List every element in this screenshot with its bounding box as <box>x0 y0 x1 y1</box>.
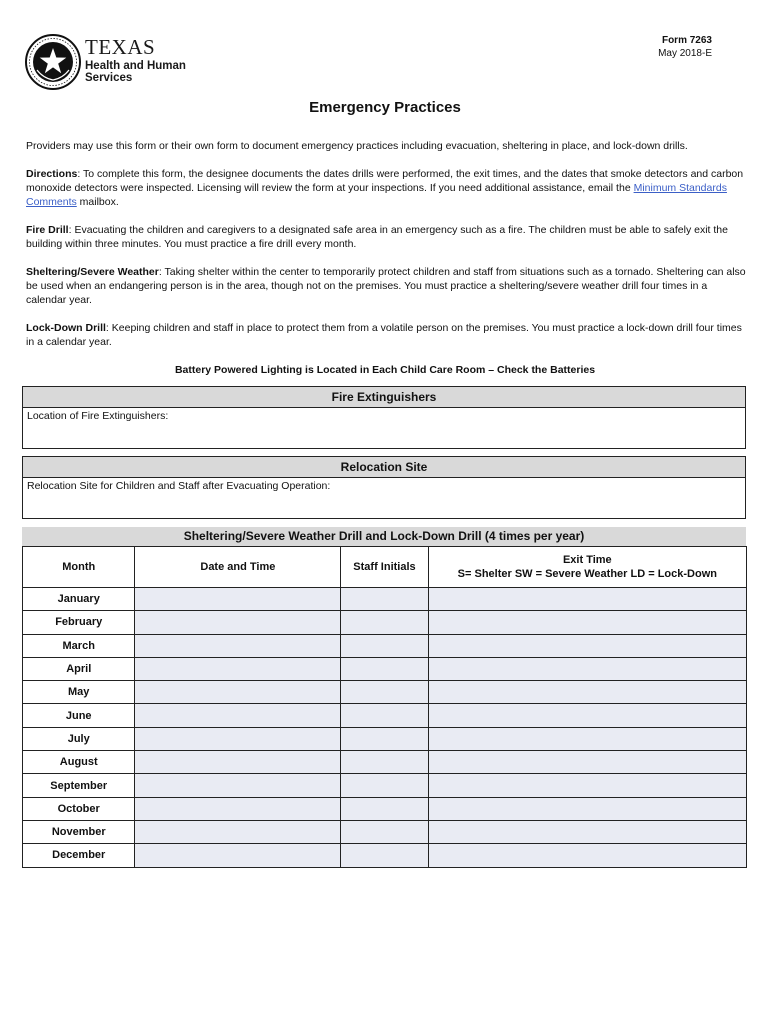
staff-initials-input[interactable] <box>341 588 428 611</box>
fire-extinguishers-field-label: Location of Fire Extinguishers: <box>27 410 169 422</box>
lockdown-label: Lock-Down Drill <box>26 322 106 334</box>
date-time-input[interactable] <box>135 588 341 611</box>
staff-initials-input[interactable] <box>341 704 428 727</box>
month-cell: July <box>23 727 135 750</box>
form-identifier <box>658 34 712 60</box>
form-number: Form 7263 <box>661 35 712 46</box>
date-time-input[interactable] <box>135 681 341 704</box>
table-row <box>23 820 747 843</box>
date-time-input[interactable] <box>135 657 341 680</box>
directions-text: : To complete this form, the designee documents the dates drills were performed, the exit times, and the dates that smoke detectors and carbon monoxide detectors were inspected. Licensing will review the form at your inspections. If you need additional assistance, email the <box>26 168 744 194</box>
table-row <box>23 844 747 867</box>
relocation-heading: Relocation Site <box>23 457 745 478</box>
relocation-section <box>22 456 746 519</box>
instructions <box>26 139 746 363</box>
fire-drill-paragraph <box>26 223 746 251</box>
staff-initials-input[interactable] <box>341 657 428 680</box>
date-time-input[interactable] <box>135 727 341 750</box>
exit-time-column-header <box>428 547 746 588</box>
exit-time-input[interactable] <box>428 704 746 727</box>
staff-initials-input[interactable] <box>341 681 428 704</box>
staff-initials-input[interactable] <box>341 634 428 657</box>
date-time-input[interactable] <box>135 704 341 727</box>
exit-time-input[interactable] <box>428 751 746 774</box>
staff-initials-input[interactable] <box>341 611 428 634</box>
month-column-header: Month <box>23 547 135 588</box>
page-title: Emergency Practices <box>309 99 461 116</box>
staff-initials-input[interactable] <box>341 797 428 820</box>
drill-log-table <box>22 546 747 868</box>
battery-note: Battery Powered Lighting is Located in Each Child Care Room – Check the Batteries <box>174 364 596 376</box>
table-row <box>23 797 747 820</box>
exit-time-input[interactable] <box>428 634 746 657</box>
fire-extinguishers-section <box>22 386 746 449</box>
date-time-input[interactable] <box>135 844 341 867</box>
form-version: May 2018-E <box>658 48 712 59</box>
sheltering-label: Sheltering/Severe Weather <box>26 266 159 278</box>
month-cell: August <box>23 751 135 774</box>
exit-time-input[interactable] <box>428 727 746 750</box>
date-time-input[interactable] <box>135 751 341 774</box>
minimum-standards-link[interactable]: Minimum Standards Comments <box>26 182 727 208</box>
staff-initials-input[interactable] <box>341 727 428 750</box>
relocation-site-field[interactable] <box>23 478 745 520</box>
intro-paragraph: Providers may use this form or their own form to document emergency practices including evacuation, sheltering in place, and lock-down drills. <box>26 140 688 152</box>
exit-time-input[interactable] <box>428 820 746 843</box>
page-header <box>0 0 770 100</box>
drill-table-heading: Sheltering/Severe Weather Drill and Lock-Down Drill (4 times per year) <box>22 527 746 546</box>
month-cell: September <box>23 774 135 797</box>
month-cell: June <box>23 704 135 727</box>
date-time-input[interactable] <box>135 611 341 634</box>
table-row <box>23 751 747 774</box>
month-cell: March <box>23 634 135 657</box>
table-row <box>23 681 747 704</box>
month-cell: December <box>23 844 135 867</box>
sheltering-text: : Taking shelter within the center to temporarily protect children and staff from situations such as a tornado. Sheltering can also be used when an endangering person is in the area, though not on the premises. You must practice a sheltering/severe weather drill four times in a calendar year. <box>26 266 746 306</box>
staff-initials-input[interactable] <box>341 844 428 867</box>
exit-time-input[interactable] <box>428 774 746 797</box>
directions-paragraph <box>26 167 746 209</box>
org-subtitle-line2: Services <box>85 72 133 84</box>
month-cell: November <box>23 820 135 843</box>
staff-initials-input[interactable] <box>341 751 428 774</box>
fire-extinguishers-location-field[interactable] <box>23 408 745 450</box>
exit-time-input[interactable] <box>428 611 746 634</box>
month-cell: October <box>23 797 135 820</box>
org-name: TEXAS <box>85 35 156 59</box>
month-cell: January <box>23 588 135 611</box>
texas-seal-icon <box>25 34 81 90</box>
table-row <box>23 657 747 680</box>
table-row <box>23 727 747 750</box>
date-time-input[interactable] <box>135 820 341 843</box>
table-row <box>23 634 747 657</box>
fire-extinguishers-heading: Fire Extinguishers <box>23 387 745 408</box>
table-row <box>23 588 747 611</box>
date-time-input[interactable] <box>135 774 341 797</box>
month-cell: April <box>23 657 135 680</box>
table-row <box>23 611 747 634</box>
exit-time-legend: S= Shelter SW = Severe Weather LD = Lock-Down <box>457 568 717 580</box>
staff-initials-input[interactable] <box>341 774 428 797</box>
directions-label: Directions <box>26 168 78 180</box>
exit-time-label: Exit Time <box>562 554 612 566</box>
fire-drill-text: : Evacuating the children and caregivers to a designated safe area in an emergency such as a fire. The children must be able to safely exit the building within three minutes. You must practice a fire drill every month. <box>26 224 728 250</box>
date-time-input[interactable] <box>135 634 341 657</box>
table-row <box>23 704 747 727</box>
staff-initials-column-header: Staff Initials <box>341 547 428 588</box>
hhs-logo <box>25 34 186 90</box>
month-cell: February <box>23 611 135 634</box>
staff-initials-input[interactable] <box>341 820 428 843</box>
exit-time-input[interactable] <box>428 844 746 867</box>
fire-drill-label: Fire Drill <box>26 224 69 236</box>
table-header-row <box>23 547 747 588</box>
table-row <box>23 774 747 797</box>
lockdown-text: : Keeping children and staff in place to protect them from a volatile person on the premises. You must practice a lock-down drill four times in a calendar year. <box>26 322 742 348</box>
directions-text-after: mailbox. <box>76 196 119 208</box>
exit-time-input[interactable] <box>428 657 746 680</box>
exit-time-input[interactable] <box>428 797 746 820</box>
date-time-input[interactable] <box>135 797 341 820</box>
sheltering-paragraph <box>26 265 746 307</box>
org-subtitle-line1: Health and Human <box>85 60 186 72</box>
lockdown-paragraph <box>26 321 746 349</box>
exit-time-input[interactable] <box>428 681 746 704</box>
month-cell: May <box>23 681 135 704</box>
relocation-field-label: Relocation Site for Children and Staff after Evacuating Operation: <box>27 480 331 492</box>
date-time-column-header: Date and Time <box>135 547 341 588</box>
exit-time-input[interactable] <box>428 588 746 611</box>
